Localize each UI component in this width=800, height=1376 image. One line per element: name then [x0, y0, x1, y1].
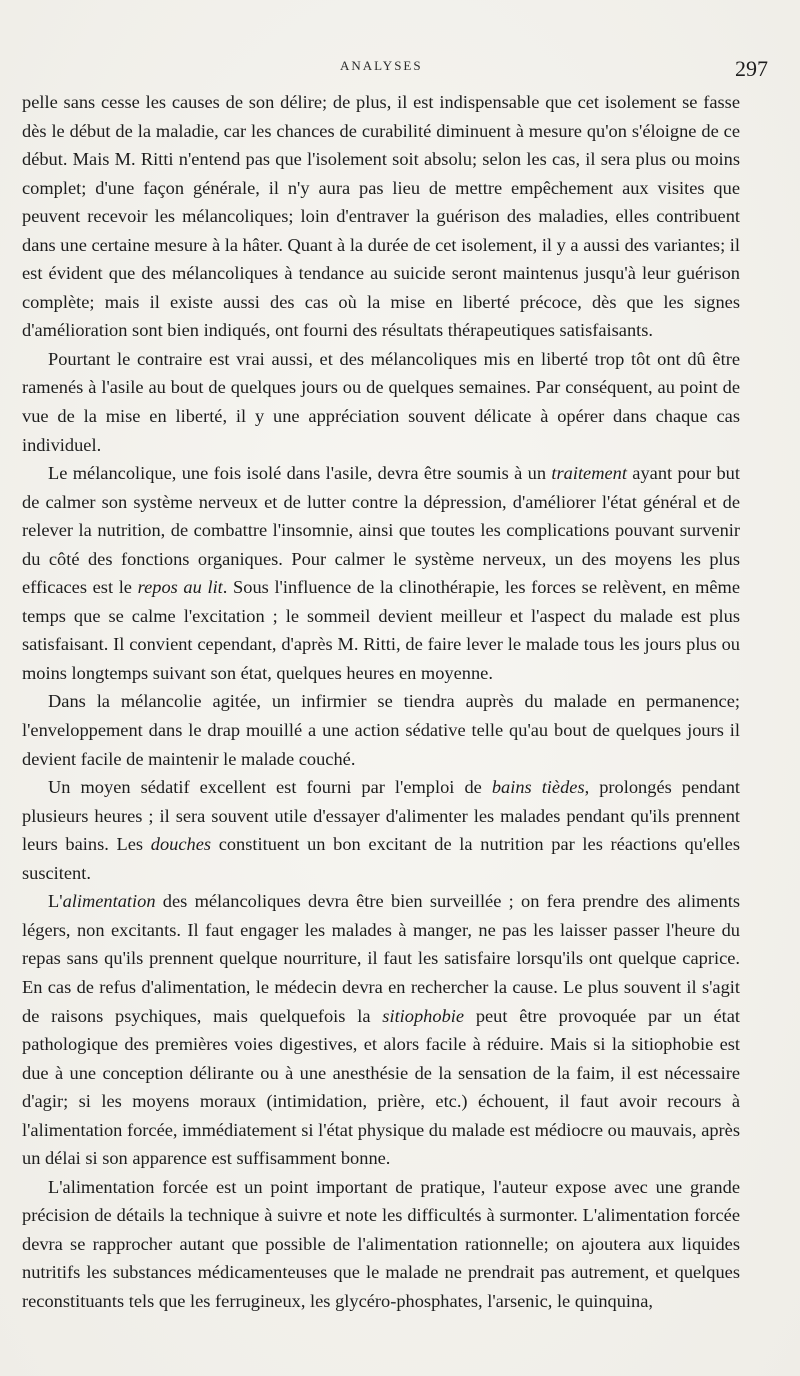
- text-run: des mélancoliques devra être bien surveillée ; on fera prendre des aliments légers, non excitants. Il faut engager les malades à manger, ne pas les laisser passer l'heure du repas sans qu'ils prennent quelque nourriture, il faut les satisfaire lorsqu'ils ont quelque caprice. En cas de refus d'alimentation, le médecin devra en rechercher la cause. Le plus souvent il s'agit de raisons psychiques, mais quelquefois la: [22, 891, 740, 1026]
- text-run: Dans la mélancolie agitée, un infirmier se tiendra auprès du malade en permanence; l'enveloppement dans le drap mouillé a une action sédative telle qu'au bout de quelques jours il devient facile de maintenir le malade couché.: [22, 691, 740, 769]
- paragraph: [22, 88, 740, 345]
- page-number: 297: [735, 56, 768, 81]
- italic-term: repos au lit: [137, 577, 223, 598]
- italic-term: sitiophobie: [382, 1005, 465, 1026]
- text-run: L': [48, 891, 63, 912]
- text-run: constituent un bon excitant de la nutrition par les réactions qu'elles suscitent.: [22, 834, 740, 883]
- italic-term: douches: [150, 834, 212, 855]
- body-text: [22, 88, 740, 1316]
- text-run: . Sous l'influence de la clinothérapie, les forces se relèvent, en même temps que se calme l'excitation ; le sommeil devient meilleur et l'aspect du malade est plus satisfaisant. Il convient cependant, d'après M. Ritti, de faire lever le malade tous les jours plus ou moins longtemps suivant son état, quelques heures en moyenne.: [22, 577, 741, 683]
- italic-term: alimentation: [62, 891, 156, 912]
- text-run: ayant pour but de calmer son système nerveux et de lutter contre la dépression, d'améliorer l'état général et de relever la nutrition, de combattre l'insomnie, ainsi que toutes les complications pouvant survenir du côté des fonctions organiques. Pour calmer le système nerveux, un des moyens les plus efficaces est le: [22, 463, 740, 598]
- paragraph: [22, 1173, 740, 1316]
- text-run: pelle sans cesse les causes de son délire; de plus, il est indispensable que cet isolement se fasse dès le début de la maladie, car les chances de curabilité diminuent à mesure qu'on s'éloigne de ce début. Mais M. Ritti n'entend pas que l'isolement soit absolu; selon les cas, il sera plus ou moins complet; d'une façon générale, il n'y aura pas lieu de mettre empêchement aux visites que peuvent recevoir les mélancoliques; loin d'entraver la guérison des maladies, elles contribuent dans une certaine mesure à la hâter. Quant à la durée de cet isolement, il y a aussi des variantes; il est évident que des mélancoliques à tendance au suicide seront maintenus jusqu'à leur guérison complète; mais il existe aussi des cas où la mise en liberté précoce, dès que les signes d'amélioration sont bien indiqués, ont fourni des résultats thérapeutiques satisfaisants.: [22, 92, 740, 341]
- paragraph: [22, 887, 740, 1172]
- paragraph: [22, 459, 740, 687]
- paragraph: [22, 345, 740, 459]
- text-run: Pourtant le contraire est vrai aussi, et des mélancoliques mis en liberté trop tôt ont dû être ramenés à l'asile au bout de quelques jours ou de quelques semaines. Par conséquent, au point de vue de la mise en liberté, il y une appréciation souvent délicate à opérer dans chaque cas individuel.: [22, 348, 740, 455]
- italic-term: bains tièdes: [491, 777, 585, 798]
- paragraph: [22, 773, 740, 887]
- text-run: peut être provoquée par un état pathologique des premières voies digestives, et alors facile à réduire. Mais si la sitiophobie est due à une conception délirante ou à une anesthésie de la sensation de la faim, il est nécessaire d'agir; si les moyens moraux (intimidation, prière, etc.) échouent, il faut avoir recours à l'alimentation forcée, immédiatement si l'état physique du malade est médiocre ou mauvais, après un délai si son apparence est suffisamment bonne.: [22, 1005, 740, 1169]
- italic-term: traitement: [551, 463, 627, 484]
- running-title: ANALYSES: [340, 58, 423, 73]
- paragraph: [22, 687, 740, 773]
- text-run: L'alimentation forcée est un point important de pratique, l'auteur expose avec une grande précision de détails la technique à suivre et note les difficultés à surmonter. L'alimentation forcée devra se rapprocher autant que possible de l'alimentation rationnelle; on ajoutera aux liquides nutritifs les substances médicamenteuses que le malade ne prendrait pas autrement, et quelques reconstituants tels que les ferrugineux, les glycéro-phosphates, l'arsenic, le quinquina,: [22, 1176, 740, 1311]
- text-run: , prolongés pendant plusieurs heures ; il sera souvent utile d'essayer d'alimenter les malades pendant qu'ils prennent leurs bains. Les: [22, 777, 740, 855]
- text-run: Le mélancolique, une fois isolé dans l'asile, devra être soumis à un: [48, 463, 552, 484]
- text-run: Un moyen sédatif excellent est fourni par l'emploi de: [48, 777, 492, 798]
